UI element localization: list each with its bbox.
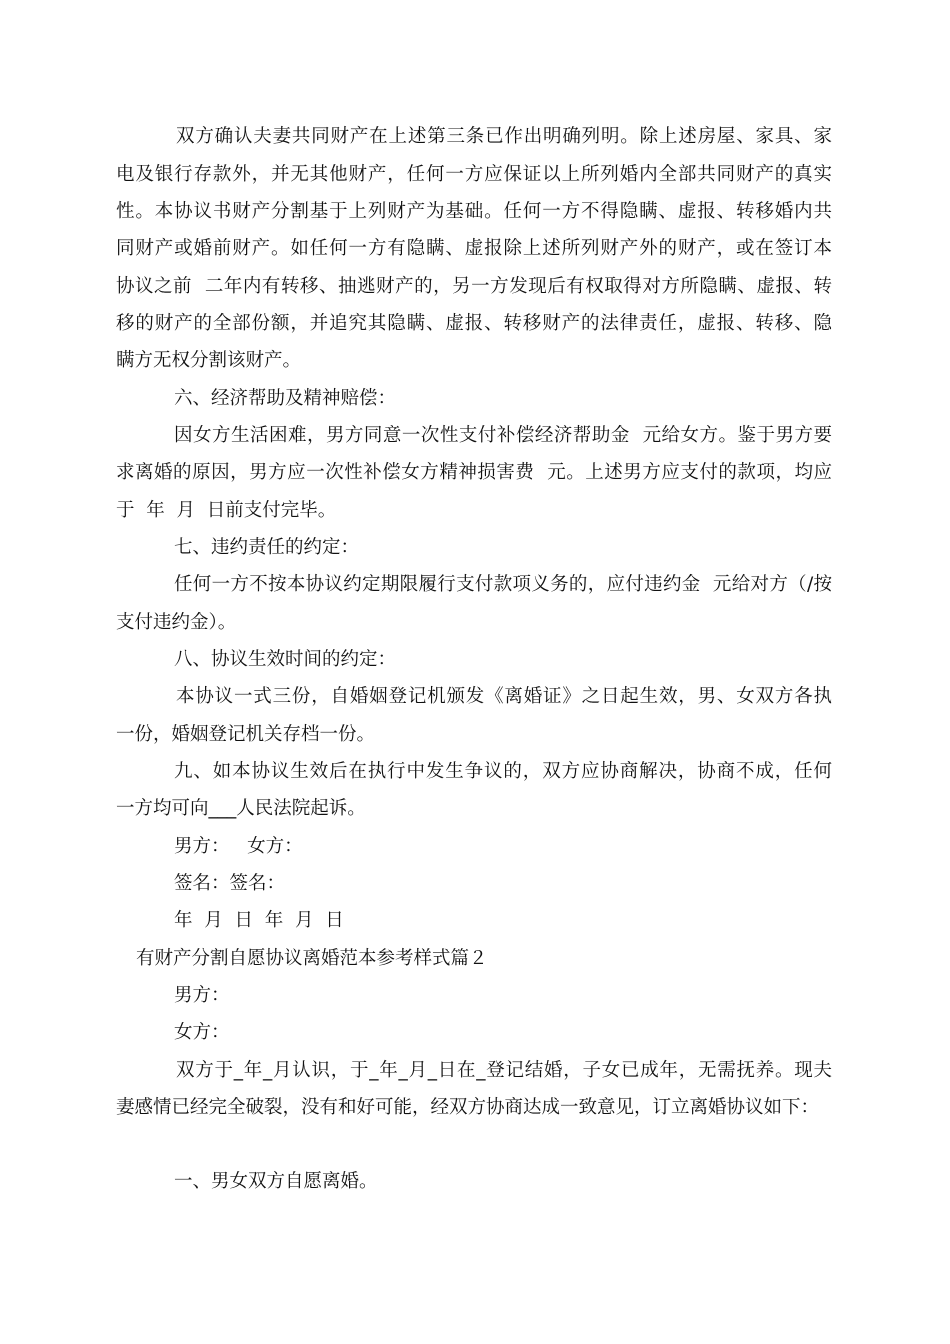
paragraph-line: 双方于_年_月认识，于_年_月_日在_登记结婚，子女已成年，无需抚养。现夫 [176,1060,832,1081]
paragraph-line: 任何一方不按本协议约定期限履行支付款项义务的，应付违约金 元给对方（/按 [174,574,832,595]
paragraph-line: 求离婚的原因，男方应一次性补偿女方精神损害费 元。上述男方应支付的款项，均应 [116,462,832,483]
signature-names: 签名：签名： [174,873,286,894]
paragraph-line: 同财产或婚前财产。如任何一方有隐瞒、虚报除上述所列财产外的财产，或在签订本 [116,238,832,259]
section-heading-7: 七、违约责任的约定： [174,537,360,558]
section-heading-8: 八、协议生效时间的约定： [174,649,397,670]
paragraph-line: 妻感情已经完全破裂，没有和好可能，经双方协商达成一致意见，订立离婚协议如下： [116,1097,820,1118]
paragraph-line: 于 年 月 日前支付完毕。 [116,500,337,521]
paragraph-line: 一方均可向___人民法院起诉。 [116,798,366,819]
paragraph-line: 双方确认夫妻共同财产在上述第三条已作出明确列明。除上述房屋、家具、家 [176,126,832,147]
paragraph-line: 协议之前 二年内有转移、抽逃财产的，另一方发现后有权取得对方所隐瞒、虚报、转 [116,276,832,297]
paragraph-line: 瞒方无权分割该财产。 [116,350,302,371]
paragraph-line: 性。本协议书财产分割基于上列财产为基础。任何一方不得隐瞒、虚报、转移婚内共 [116,201,832,222]
paragraph-line: 电及银行存款外，并无其他财产，任何一方应保证以上所列婚内全部共同财产的真实 [116,164,832,185]
paragraph-line: 九、如本协议生效后在执行中发生争议的，双方应协商解决，协商不成，任何 [174,761,832,782]
article-2-clause-1: 一、男女双方自愿离婚。 [174,1171,378,1192]
paragraph-line: 因女方生活困难，男方同意一次性支付补偿经济帮助金 元给女方。鉴于男方要 [174,425,832,446]
section-heading-6: 六、经济帮助及精神赔偿： [174,388,397,409]
paragraph-line: 支付违约金）。 [116,612,237,633]
paragraph-line: 移的财产的全部份额，并追究其隐瞒、虚报、转移财产的法律责任，虚报、转移、隐 [116,313,832,334]
paragraph-line: 本协议一式三份，自婚姻登记机颁发《离婚证》之日起生效，男、女双方各执 [176,686,832,707]
signature-parties: 男方： 女方： [174,836,303,857]
paragraph-line: 一份，婚姻登记机关存档一份。 [116,724,376,745]
article-2-title: 有财产分割自愿协议离婚范本参考样式篇２ [136,948,488,969]
signature-dates: 年 月 日 年 月 日 [174,910,344,931]
article-2-female-party: 女方： [174,1022,230,1043]
article-2-male-party: 男方： [174,985,230,1006]
